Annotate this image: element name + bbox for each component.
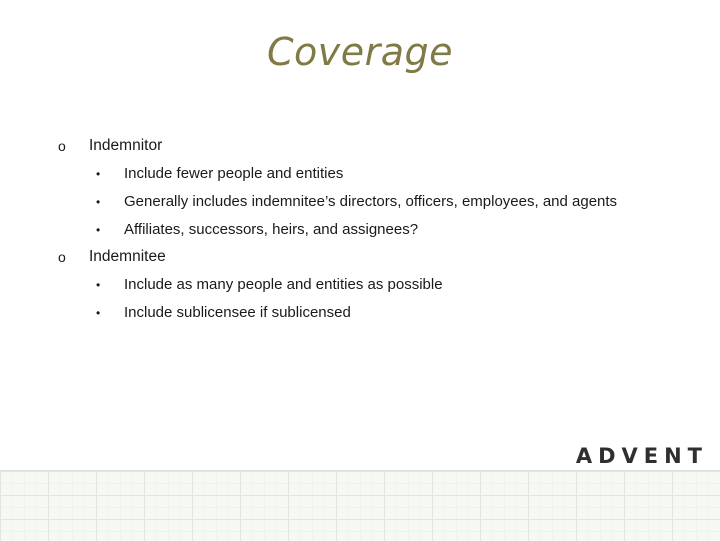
bullet-icon: • [96,195,101,209]
bullet-icon: • [96,278,101,292]
bullet-icon: • [96,306,101,320]
list-item-text: Include as many people and entities as possible [124,276,443,293]
section-indemnitee [58,247,658,324]
section-indemnitor [58,136,658,241]
footer-grid-decoration [0,470,720,541]
list-item [89,191,658,213]
list-item-text: Include fewer people and entities [124,165,344,182]
circle-bullet-icon: o [58,138,66,154]
list-item-text: Affiliates, successors, heirs, and assignees? [124,221,419,238]
advent-logo: ADVENT [575,444,708,468]
circle-bullet-icon: o [58,249,66,265]
list-item [89,274,658,296]
slide-title: Coverage [266,30,454,74]
list-item [89,219,658,241]
bullet-icon: • [96,223,101,237]
list-item [89,302,658,324]
list-item [89,163,658,185]
list-item-text: Include sublicensee if sublicensed [124,304,351,321]
section-bullets [58,274,658,324]
section-heading: Indemnitor [89,137,163,154]
slide-content [58,136,658,330]
section-bullets [58,163,658,241]
section-heading-item [58,247,658,267]
list-item-text: Generally includes indemnitee’s directors, officers, employees, and agents [124,193,618,210]
bullet-icon: • [96,167,101,181]
section-heading: Indemnitee [89,248,166,265]
section-heading-item [58,136,658,156]
